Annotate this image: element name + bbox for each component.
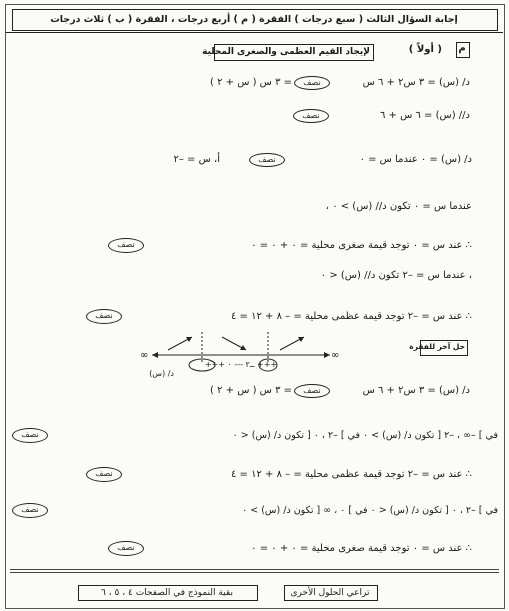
first-label: ( أولاً ) [408, 44, 442, 55]
line-6: ، عندما س = –٢ تكون د// (س) < ٠ [320, 270, 472, 281]
axis-left-inf: ∞ [140, 350, 149, 361]
alt-line-1b: = ٣ س ( س + ٢ ) [210, 385, 292, 396]
axis-label: د/ (س) [149, 369, 174, 378]
mark-oval-alt-1: نصف [294, 384, 330, 398]
mark-oval-alt-3: نصف [86, 467, 122, 482]
mark-oval-alt-2: نصف [12, 428, 48, 443]
line-1b: = ٣ س ( س + ٢ ) [210, 77, 292, 88]
axis-signs: +++ ــ٢ --- ٠ +++ [204, 360, 278, 369]
alt-line-2: في ] –∞ ، –٢ [ تكون د/ (س) > ٠ في ] –٢ ، ٠ [ تكون د/ (س) < ٠ [232, 430, 498, 441]
line-7: ∴ عند س = –٢ توجد قيمة عظمى محلية = – ٨ + ١٢ = ٤ [230, 311, 472, 322]
line-2: د// (س) = ٦ س + ٦ [380, 110, 470, 121]
axis-right-inf: ∞ [331, 350, 340, 361]
mark-oval-alt-4: نصف [12, 503, 48, 518]
alt-label: حل آخر للفقرة [409, 342, 465, 351]
mark-oval-3: نصف [249, 153, 285, 167]
line-4: عندما س = ٠ تكون د// (س) > ٠ ، [325, 201, 472, 212]
mark-oval-2: نصف [293, 109, 329, 123]
footer-right-text: تراعي الحلول الأخرى [290, 588, 370, 598]
line-5: ∴ عند س = ٠ توجد قيمة صغرى محلية = ٠ + ٠ = ٠ [251, 240, 472, 251]
line-1: د/ (س) = ٣ س٢ + ٦ س [362, 77, 470, 88]
mark-oval-1: نصف [294, 76, 330, 90]
alt-line-5: ∴ عند س = ٠ توجد قيمة صغرى محلية = ٠ + ٠ = ٠ [251, 543, 472, 554]
footer-sep-1 [10, 569, 499, 570]
line-3a: د/ (س) = ٠ عندما س = ٠ [359, 154, 472, 165]
alt-line-3: ∴ عند س = –٢ توجد قيمة عظمى محلية = – ٨ + ١٢ = ٤ [230, 469, 472, 480]
mark-oval-5: نصف [108, 238, 144, 253]
header-title: إجابة السؤال الثالث ( سبع درجات ) الفقرة ( م ) أربع درجات ، الفقرة ( ب ) ثلاث درجات [50, 14, 458, 25]
part-letter: م [458, 43, 466, 54]
alt-line-4: في ] –٢ ، ٠ [ تكون د/ (س) < ٠ في ] ٠ ، ∞ [ تكون د/ (س) > ٠ [242, 505, 498, 516]
task-title: لإيجاد القيم العظمى والصغرى المحلية [202, 47, 370, 57]
line-3b: أ، س = –٢ [173, 154, 220, 165]
footer-left-text: بقية النموذج في الصفحات ٤ ، ٥ ، ٦ [101, 588, 233, 598]
alt-line-1: د/ (س) = ٣ س٢ + ٦ س [362, 385, 470, 396]
footer-sep-2 [10, 572, 499, 573]
mark-oval-7: نصف [86, 309, 122, 324]
mark-oval-alt-5: نصف [108, 541, 144, 556]
